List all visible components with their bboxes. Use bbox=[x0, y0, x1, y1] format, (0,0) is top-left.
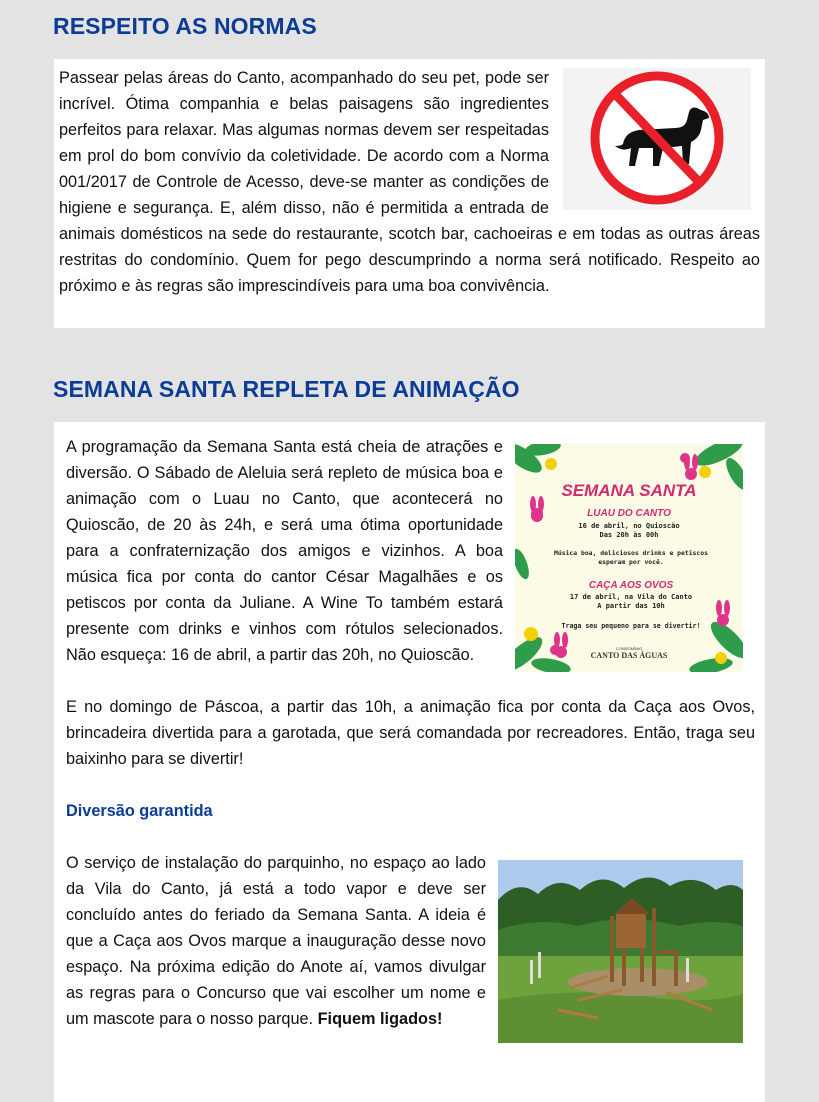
poster-event2-line2: A partir das 10h bbox=[597, 602, 665, 610]
poster-event2-title: CAÇA AOS OVOS bbox=[588, 580, 674, 591]
poster-event1-line1: 16 de abril, no Quioscão bbox=[578, 522, 680, 530]
normas-paragraph: Passear pelas áreas do Canto, acompanhado do seu pet, pode ser incrível. Ótima companhia e belas paisagens são ingredientes perfeitos para relaxar. Mas algumas normas devem ser respeitadas em prol do bom convívio da coletividade. De acordo com a Norma 001/2017 de Controle de Acesso, deve-se manter as condições de higiene e segurança. E, além disso, não é permitida a entrada de animais domésticos na sede do restaurante, scotch bar, cachoeiras e em todas as outras áreas restritas do condomínio. Quem for pego descumprindo a norma será notificado. Respeito ao próximo e às regras são imprescindíveis para uma boa convivência. bbox=[59, 69, 760, 295]
poster-footer: Traga seu pequeno para se divertir! bbox=[561, 622, 701, 630]
poster-event1-line2: Das 20h às 00h bbox=[599, 531, 659, 539]
poster-blurb-line1: Música boa, deliciosos drinks e petiscos bbox=[554, 549, 708, 557]
article-card-normas bbox=[54, 59, 765, 328]
semana-santa-poster bbox=[515, 444, 743, 672]
poster-logo-main: CANTO DAS ÁGUAS bbox=[590, 651, 668, 660]
diversao-paragraph-text: O serviço de instalação do parquinho, no espaço ao lado da Vila do Canto, já está a todo vapor e deve ser concluído antes do feriado da Semana Santa. A ideia é que a Caça aos Ovos marque a inauguração desse novo espaço. Na próxima edição do Anote aí, vamos divulgar as regras para o Concurso que vai escolher um nome e um mascote para o nosso parque. bbox=[66, 854, 486, 1028]
playground-construction-photo bbox=[498, 860, 743, 1043]
poster-logo-small: CONDOMÍNIO bbox=[615, 646, 643, 651]
semana-santa-paragraph-2: E no domingo de Páscoa, a partir das 10h, a animação fica por conta da Caça aos Ovos, brincadeira divertida para a garotada, que será comandada por recreadores. Então, traga seu baixinho para se divertir! bbox=[66, 698, 755, 768]
poster-title: SEMANA SANTA bbox=[561, 481, 697, 500]
poster-event2-line1: 17 de abril, na Vila do Canto bbox=[569, 593, 693, 601]
section-title-normas: RESPEITO AS NORMAS bbox=[53, 13, 317, 39]
subheading-diversao: Diversão garantida bbox=[66, 802, 213, 820]
no-dogs-sign-icon bbox=[563, 68, 751, 210]
poster-event1-title: LUAU DO CANTO bbox=[587, 508, 671, 519]
section-title-semana-santa: SEMANA SANTA REPLETA DE ANIMAÇÃO bbox=[53, 376, 520, 402]
poster-blurb-line2: esperam por você. bbox=[598, 558, 664, 566]
semana-santa-paragraph-1: A programação da Semana Santa está cheia de atrações e diversão. O Sábado de Aleluia será repleto de música boa e animação com o Luau no Canto, que acontecerá no Quioscão, de 20 às 24h, e será uma ótima oportunidade para a confraternização dos amigos e vizinhos. A boa música fica por conta do cantor César Magalhães e os petiscos por conta da Juliane. A Wine To também estará presente com drinks e vinhos com rótulos selecionados. Não esqueça: 16 de abril, a partir das 20h, no Quioscão. bbox=[66, 438, 503, 664]
fiquem-ligados-text: Fiquem ligados! bbox=[317, 1010, 443, 1028]
article-card-semana-santa bbox=[54, 422, 765, 1102]
